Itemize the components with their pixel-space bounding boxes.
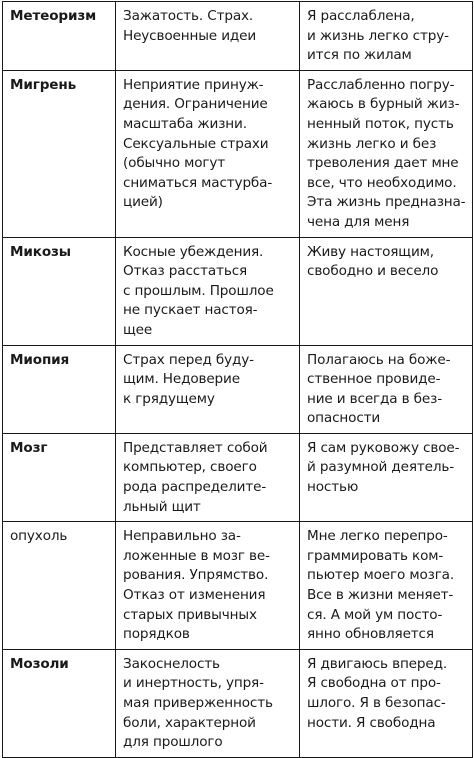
table-row (3, 237, 473, 345)
table-row (3, 70, 473, 237)
term-cell: Мозоли (3, 649, 116, 757)
term-cell: Мигрень (3, 70, 116, 237)
cause-cell: Неприятие принуж- дения. Ограничение масштаба жизни. Сексуальные страхи (обычно могут сниматься мастурба- цией) (116, 70, 300, 237)
affirmation-cell: Мне легко перепро- граммировать ком- пьютер моего мозга. Все в жизни меняет- ся. А мой ум посто- янно обновляется (300, 522, 473, 650)
affirmation-cell: Расслабленно погру- жаюсь в бурный жиз- ненный поток, пусть жизнь легко и без треволения дает мне все, что необходимо. Эта жизнь предназна- чена для меня (300, 70, 473, 237)
table-row (3, 2, 473, 71)
affirmation-cell: Полагаюсь на боже- ственное провиде- ние и всегда в без- опасности (300, 345, 473, 433)
term-cell: Микозы (3, 237, 116, 345)
term-cell: опухоль (3, 522, 116, 650)
affirmation-cell: Я сам руковожу свое- й разумной деятель- ностью (300, 433, 473, 521)
cause-cell: Зажатость. Страх. Неусвоенные идеи (116, 2, 300, 71)
term-cell: Метеоризм (3, 2, 116, 71)
affirmation-cell: Я расслаблена, и жизнь легко стру- ится по жилам (300, 2, 473, 71)
table-row (3, 345, 473, 433)
table-row (3, 649, 473, 757)
affirmation-cell: Я двигаюсь вперед. Я свободна от про- шлого. Я в безопас- ности. Я свободна (300, 649, 473, 757)
ailments-table (2, 1, 473, 758)
table-row (3, 433, 473, 521)
cause-cell: Закоснелость и инертность, упря- мая приверженность боли, характерной для прошлого (116, 649, 300, 757)
affirmation-cell: Живу настоящим, свободно и весело (300, 237, 473, 345)
term-cell: Мозг (3, 433, 116, 521)
cause-cell: Представляет собой компьютер, своего рода распределите- льный щит (116, 433, 300, 521)
table-row (3, 522, 473, 650)
term-cell: Миопия (3, 345, 116, 433)
cause-cell: Косные убеждения. Отказ расстаться с прошлым. Прошлое не пускает настоя- щее (116, 237, 300, 345)
cause-cell: Страх перед буду- щим. Недоверие к грядущему (116, 345, 300, 433)
cause-cell: Неправильно за- ложенные в мозг ве- рования. Упрямство. Отказ от изменения старых привычных порядков (116, 522, 300, 650)
